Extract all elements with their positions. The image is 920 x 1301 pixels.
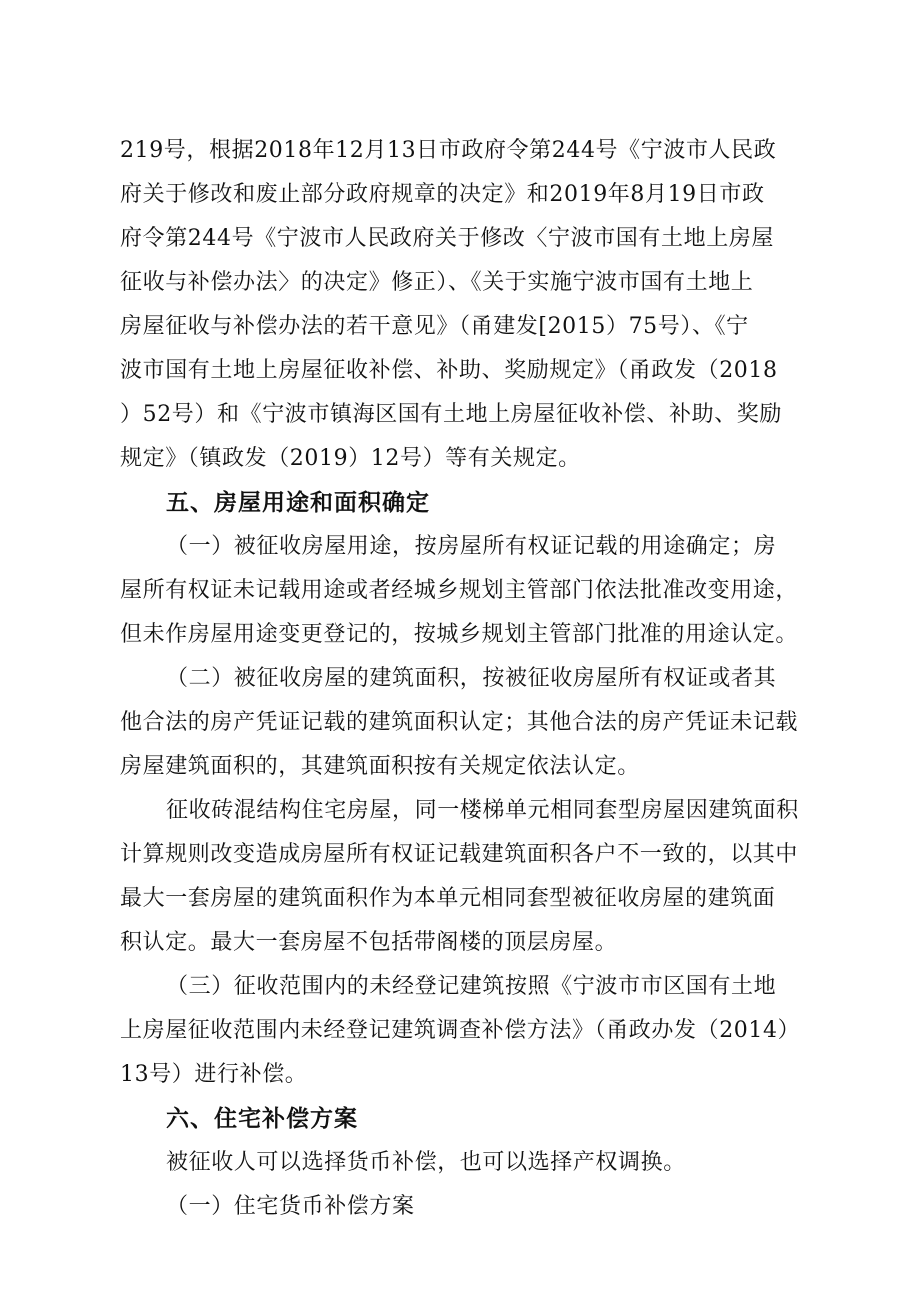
text-line: 征收与补偿办法〉的决定》修正）、《关于实施宁波市国有土地上 [120, 270, 754, 295]
text-line: 府令第244号《宁波市人民政府关于修改〈宁波市国有土地上房屋 [120, 226, 774, 251]
section-heading-5: 五、房屋用途和面积确定 [166, 490, 430, 516]
text-line: 府关于修改和废止部分政府规章的决定》和2019年8月19日市政 [120, 182, 765, 207]
text-line: 规定》（镇政发（2019）12号）等有关规定。 [120, 446, 581, 471]
text-line: 波市国有土地上房屋征收补偿、补助、奖励规定》（甬政发（2018 [120, 358, 778, 383]
text-line: 计算规则改变造成房屋所有权证记载建筑面积各户不一致的，以其中 [120, 842, 799, 867]
text-line: 最大一套房屋的建筑面积作为本单元相同套型被征收房屋的建筑面 [120, 886, 776, 911]
text-line: 房屋征收与补偿办法的若干意见》（甬建发[2015）75号）、《宁 [120, 314, 749, 339]
text-line: 但未作房屋用途变更登记的，按城乡规划主管部门批准的用途认定。 [120, 622, 799, 647]
text-line: （一）被征收房屋用途，按房屋所有权证记载的用途确定；房 [166, 534, 777, 559]
text-line: 积认定。最大一套房屋不包括带阁楼的顶层房屋。 [120, 930, 618, 955]
text-line: 征收砖混结构住宅房屋，同一楼梯单元相同套型房屋因建筑面积 [166, 798, 799, 823]
text-line: 上房屋征收范围内未经登记建筑调查补偿方法》（甬政办发（2014） [120, 1018, 801, 1043]
subsection-heading: （一）住宅货币补偿方案 [166, 1194, 415, 1219]
text-line: 被征收人可以选择货币补偿，也可以选择产权调换。 [166, 1150, 686, 1175]
text-line: 他合法的房产凭证记载的建筑面积认定；其他合法的房产凭证未记载 [120, 710, 799, 735]
section-heading-6: 六、住宅补偿方案 [166, 1106, 358, 1132]
text-line: 13号）进行补偿。 [120, 1062, 308, 1087]
text-line: （三）征收范围内的未经登记建筑按照《宁波市市区国有土地 [166, 974, 777, 999]
text-line: 219号，根据2018年12月13日市政府令第244号《宁波市人民政 [120, 138, 777, 163]
text-line: 屋所有权证未记载用途或者经城乡规划主管部门依法批准改变用途， [120, 578, 799, 603]
text-line: ）52号）和《宁波市镇海区国有土地上房屋征收补偿、补助、奖励 [120, 402, 782, 427]
text-line: 房屋建筑面积的，其建筑面积按有关规定依法认定。 [120, 754, 640, 779]
text-line: （二）被征收房屋的建筑面积，按被征收房屋所有权证或者其 [166, 666, 777, 691]
